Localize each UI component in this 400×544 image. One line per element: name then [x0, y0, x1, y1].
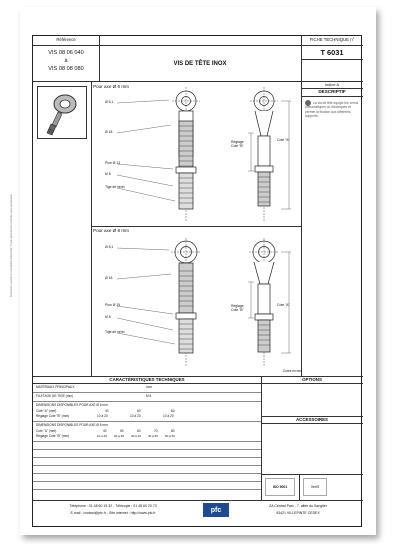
dim8-a-2: 60: [137, 429, 141, 433]
document-sheet: [10, 7, 376, 535]
fiche-label: FICHE TECHNIQUE n°: [309, 37, 355, 42]
dim8-rowA-label: Cote "A" (mm): [36, 429, 57, 433]
dim8-a-3: 70: [154, 429, 158, 433]
s2-label-rod: Tige de vérin: [105, 330, 125, 334]
veritas-logo: [303, 478, 327, 496]
dim8-a-1: 50: [120, 429, 124, 433]
s2-reglage: Réglage Cote "B": [231, 304, 244, 313]
dim6-title: DIMENSIONS DISPONIBLES POUR AXE Ø 6 mm: [36, 403, 108, 407]
footer-email: E-mail : contact@pfc.fr - Site internet : http://www.pfc.fr: [70, 511, 156, 515]
options-title: OPTIONS: [302, 377, 322, 382]
dim8-b-0: 10 à 20: [97, 434, 108, 438]
s1-label-bore: Ø 6,1: [105, 100, 114, 104]
s1-label-rod: Tige de vérin: [105, 185, 125, 189]
s2-label-thread: M 8: [105, 315, 111, 319]
description-text: La vis de tête équipe les vérins pneumatiques ou électriques et permet la fixation aux différents supports.: [305, 101, 359, 119]
s1-label-pion: Pion Ø 13: [105, 161, 121, 165]
footer-address2: 93421 VILLEPINTE CEDEX: [276, 511, 320, 515]
dim6-b-1: 10 à 20: [130, 414, 141, 418]
reference-from: VIS 08 06 040: [48, 50, 84, 56]
description-title: DESCRIPTIF: [318, 89, 346, 94]
dim6-rowB-label: Réglage Cote "B" (mm): [36, 414, 70, 418]
logo-text: pfc: [210, 507, 222, 514]
screw-head-photo: [38, 87, 86, 138]
materiau-value: Inox: [146, 385, 153, 389]
s2-label-pion: Pion Ø 15: [105, 303, 121, 307]
footer-address1: ZA Central Parc - 7, allée du Sanglier: [269, 504, 327, 508]
dim8-b-1: 20 à 30: [114, 434, 125, 438]
s2-label-bore: Ø 8,1: [105, 245, 114, 249]
dim8-a-0: 40: [103, 429, 107, 433]
s2-cote: Cote "A": [277, 303, 290, 307]
dim6-a-0: 40: [105, 409, 109, 413]
iso-label: ISO 9001: [272, 485, 288, 489]
iso-logo: [265, 478, 295, 496]
dim6-b-2: 10 à 20: [163, 414, 174, 418]
reference-to-word: à: [64, 58, 68, 64]
side-copyright-note: Document soumis à la propriété industrielle. Toute reproduction interdite sans autorisation.: [10, 193, 13, 297]
filetage-label: FILETAGE DE TIGE (mm): [36, 394, 74, 398]
dim6-rowA-label: Cote "A" (mm): [36, 409, 57, 413]
page-frame: [32, 35, 362, 527]
dim8-title: DIMENSIONS DISPONIBLES POUR AXE Ø 8 mm: [36, 423, 108, 427]
s1-reglage: Réglage Cote "B": [231, 140, 244, 149]
s1-cote: Cote "A": [277, 138, 290, 142]
fiche-number: T 6031: [320, 48, 344, 57]
dim6-b-0: 10 à 20: [97, 414, 108, 418]
section1-drawing: [91, 81, 301, 226]
materiau-label: MATÉRIAUX PRINCIPAUX: [36, 385, 75, 389]
section1-title: Pour axe Ø 6 mm: [93, 84, 129, 89]
dim8-b-2: 30 à 40: [131, 434, 142, 438]
reference-to: VIS 08 08 080: [48, 66, 84, 72]
accessoires-title: ACCESSOIRES: [296, 417, 328, 422]
footer-phone: Téléphone : 01 48 60 15 32 - Télécopie : 01 48 60 20 73: [69, 504, 157, 508]
dim6-a-1: 60: [137, 409, 141, 413]
company-logo: [203, 503, 229, 517]
units-note: Cotes en mm: [283, 369, 302, 373]
section2-title: Pour axe Ø 8 mm: [93, 228, 129, 233]
dim8-a-4: 80: [171, 429, 175, 433]
page-title: VIS DE TÊTE INOX: [173, 61, 227, 67]
s1-label-thread: M 8: [105, 172, 111, 176]
reference-label: Référence: [56, 37, 76, 42]
caracteristiques-title: CARACTÉRISTIQUES TECHNIQUES: [109, 377, 185, 382]
dim8-rowB-label: Réglage Cote "B" (mm): [36, 434, 70, 438]
dim8-b-3: 40 à 50: [148, 434, 159, 438]
veritas-label: VeriS: [310, 485, 320, 489]
dim6-a-2: 80: [171, 409, 175, 413]
index-label: indice A: [324, 82, 339, 87]
section2-drawing: [91, 226, 301, 376]
s1-label-head: Ø 18: [105, 130, 113, 134]
product-photo: [37, 86, 87, 139]
filetage-value: M 8: [146, 394, 152, 398]
s2-label-head: Ø 18: [105, 276, 113, 280]
dim8-b-4: 50 à 60: [165, 434, 176, 438]
